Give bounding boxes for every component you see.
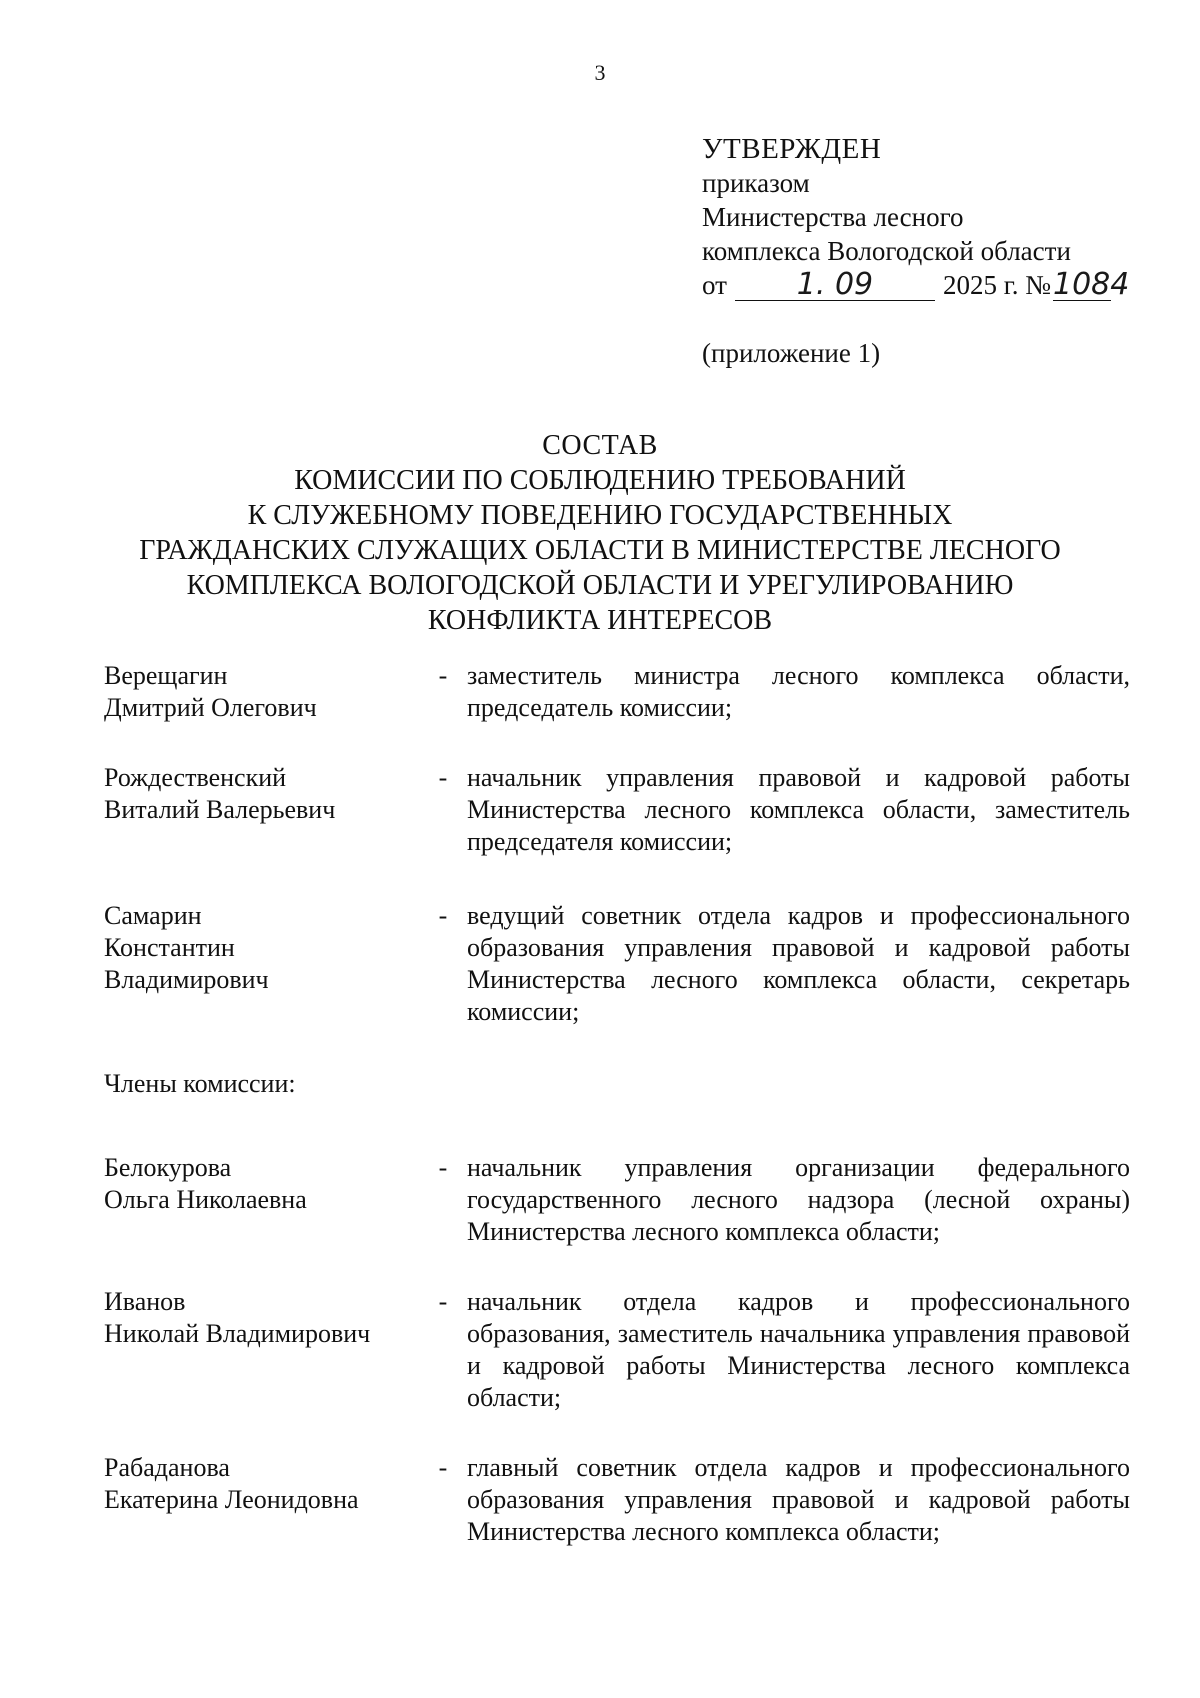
member-role: заместитель министра лесного комплекса области, председатель комиссии; — [467, 661, 1130, 722]
member-surname: Белокурова — [104, 1153, 232, 1182]
member-name — [104, 762, 419, 826]
member-name — [104, 660, 419, 724]
title-line: К СЛУЖЕБНОМУ ПОВЕДЕНИЮ ГОСУДАРСТВЕННЫХ — [247, 500, 953, 531]
dash-separator: - — [438, 661, 448, 690]
member-given-name: Дмитрий Олегович — [104, 693, 317, 722]
approval-date-line — [702, 267, 1130, 302]
date-year: 2025 г. № — [942, 270, 1051, 300]
member-surname: Самарин — [104, 901, 202, 930]
member-row — [104, 1452, 1130, 1548]
member-row — [104, 660, 1130, 724]
title-heading: СОСТАВ — [542, 430, 658, 461]
dash-separator: - — [438, 1153, 448, 1182]
members-label: Члены комиссии: — [104, 1069, 296, 1098]
member-given-name: Николай Владимирович — [104, 1319, 371, 1348]
appendix-label: (приложение 1) — [702, 338, 881, 368]
dash-separator: - — [438, 763, 448, 792]
title-line: КОНФЛИКТА ИНТЕРЕСОВ — [427, 605, 773, 636]
dash-separator: - — [438, 1453, 448, 1482]
title-line: КОМИССИИ ПО СОБЛЮДЕНИЮ ТРЕБОВАНИЙ — [294, 465, 906, 496]
dash-separator: - — [438, 901, 448, 930]
member-given-name: Ольга Николаевна — [104, 1185, 307, 1214]
member-role: главный советник отдела кадров и профессионального образования управления правовой и кадровой работы Министерства лесного комплекса области; — [467, 1453, 1130, 1546]
member-name — [104, 1286, 419, 1350]
member-given-name: Константин — [104, 933, 235, 962]
date-prefix: от — [702, 270, 727, 300]
member-surname: Верещагин — [104, 661, 228, 690]
member-row — [104, 900, 1130, 1028]
member-row — [104, 1286, 1130, 1414]
member-name — [104, 1152, 419, 1216]
approval-line-region: комплекса Вологодской области — [702, 236, 1071, 266]
handwritten-order-number: 1084 — [1053, 267, 1130, 302]
approval-stamp — [702, 132, 1130, 370]
title-line: ГРАЖДАНСКИХ СЛУЖАЩИХ ОБЛАСТИ В МИНИСТЕРСТВЕ ЛЕСНОГО — [139, 535, 1061, 566]
member-role: начальник управления правовой и кадровой работы Министерства лесного комплекса области, заместитель председателя комиссии; — [467, 763, 1130, 856]
approval-line-order: приказом — [702, 168, 810, 198]
member-given-name: Екатерина Леонидовна — [104, 1485, 359, 1514]
handwritten-date: 1. 09 — [735, 270, 935, 301]
members-list — [104, 660, 1130, 1548]
approval-line-ministry: Министерства лесного — [702, 202, 964, 232]
member-surname: Рождественский — [104, 763, 287, 792]
member-surname: Рабаданова — [104, 1453, 230, 1482]
member-patronymic: Владимирович — [104, 965, 269, 994]
member-given-name: Виталий Валерьевич — [104, 795, 336, 824]
page-number: 3 — [594, 60, 606, 85]
member-role: начальник управления организации федерального государственного лесного надзора (лесной охраны) Министерства лесного комплекса области; — [467, 1153, 1130, 1246]
member-row — [104, 762, 1130, 858]
dash-separator: - — [438, 1287, 448, 1316]
title-line: КОМПЛЕКСА ВОЛОГОДСКОЙ ОБЛАСТИ И УРЕГУЛИРОВАНИЮ — [186, 570, 1014, 601]
member-name — [104, 900, 419, 996]
member-name — [104, 1452, 419, 1516]
member-role: ведущий советник отдела кадров и профессионального образования управления правовой и кадровой работы Министерства лесного комплекса области, секретарь комиссии; — [467, 901, 1130, 1026]
approval-title: УТВЕРЖДЕН — [702, 133, 882, 165]
member-row — [104, 1152, 1130, 1248]
member-surname: Иванов — [104, 1287, 186, 1316]
document-title — [0, 428, 1200, 638]
member-role: начальник отдела кадров и профессионального образования, заместитель начальника управления правовой и кадровой работы Министерства лесного комплекса области; — [467, 1287, 1130, 1412]
